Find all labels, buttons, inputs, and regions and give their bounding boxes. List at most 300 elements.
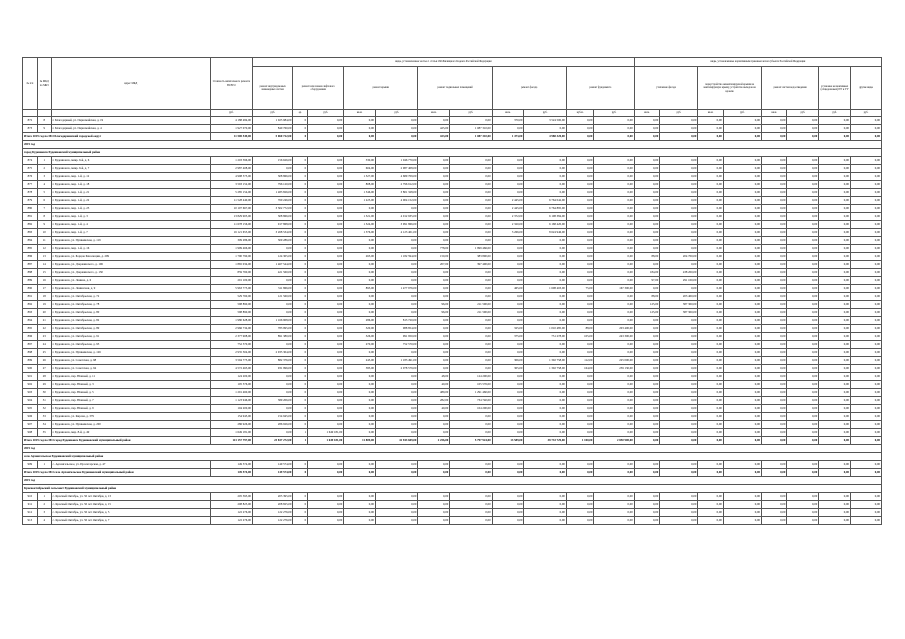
value-cell: 0,00 <box>698 389 723 397</box>
value-cell: 0,00 <box>660 261 698 269</box>
value-cell: 259 130,00 <box>594 365 634 373</box>
value-cell: 0,00 <box>634 261 659 269</box>
row-number: 873 <box>23 125 38 133</box>
unit-cell: руб. <box>450 110 492 117</box>
row-mkd-number: 4 <box>37 517 51 525</box>
value-cell: 0,00 <box>761 229 786 237</box>
value-cell: 0,00 <box>851 397 882 405</box>
value-cell: 0,00 <box>492 397 524 405</box>
col-roof: ремонт крыши <box>344 67 418 110</box>
value-cell: 0,00 <box>450 181 492 189</box>
value-cell: 0,00 <box>787 229 819 237</box>
value-cell: 0,00 <box>566 165 594 173</box>
value-cell: 604,00 <box>344 165 376 173</box>
value-cell: 0,00 <box>524 341 566 349</box>
value-cell: 0,00 <box>634 229 659 237</box>
row-mkd-number: 17 <box>37 285 51 293</box>
value-cell: 0,00 <box>723 253 761 261</box>
value-cell: 0,00 <box>418 341 450 349</box>
value-cell: 0,00 <box>634 397 659 405</box>
value-cell: 0,00 <box>634 509 659 517</box>
total-value: 0,00 <box>819 133 851 141</box>
value-cell: 0,00 <box>819 509 851 517</box>
value-cell: 0,00 <box>308 373 344 381</box>
table-row <box>23 229 882 237</box>
value-cell: 0,00 <box>819 277 851 285</box>
value-cell: 387 300,00 <box>660 309 698 317</box>
value-cell: 0,00 <box>566 205 594 213</box>
value-cell: 13 829 905,00 <box>210 213 252 221</box>
value-cell: 0,00 <box>566 405 594 413</box>
total-value: 0,00 <box>634 437 659 445</box>
value-cell: 124 200,00 <box>210 373 252 381</box>
value-cell: 0,00 <box>819 429 851 437</box>
value-cell: 0,00 <box>308 173 344 181</box>
value-cell: 211 590,00 <box>450 309 492 317</box>
value-cell: 0,00 <box>524 501 566 509</box>
col-meters: установка коллективных (общедомовых) ПУ и УУ <box>819 67 851 110</box>
total-value: 0 <box>293 469 308 477</box>
value-cell: 0,00 <box>308 197 344 205</box>
value-cell: 1 203 396,00 <box>210 157 252 165</box>
value-cell: 0,00 <box>723 277 761 285</box>
value-cell: 0,00 <box>308 341 344 349</box>
value-cell: 0,00 <box>594 181 634 189</box>
value-cell: 0,00 <box>450 285 492 293</box>
value-cell: 1 865 034,00 <box>210 261 252 269</box>
value-cell: 0,00 <box>308 509 344 517</box>
row-mkd-number: 9 <box>37 221 51 229</box>
value-cell: 0,00 <box>787 157 819 165</box>
table-row <box>23 501 882 509</box>
value-cell: 0,00 <box>761 309 786 317</box>
value-cell: 0,00 <box>376 381 418 389</box>
value-cell: 0,00 <box>450 517 492 525</box>
table-row <box>23 333 882 341</box>
total-value: 0,00 <box>723 469 761 477</box>
value-cell: 0,00 <box>566 293 594 301</box>
value-cell: 0,00 <box>492 157 524 165</box>
value-cell: 0,00 <box>418 197 450 205</box>
value-cell: 0,00 <box>418 357 450 365</box>
value-cell: 0,00 <box>634 117 659 125</box>
value-cell: 0,00 <box>723 221 761 229</box>
value-cell: 0,00 <box>524 349 566 357</box>
row-number: 878 <box>23 189 38 197</box>
value-cell: 734 740,00 <box>450 397 492 405</box>
value-cell: 0 <box>293 197 308 205</box>
value-cell: 0,00 <box>761 293 786 301</box>
total-value: 0,00 <box>761 437 786 445</box>
row-address: г. Буденновск, ул. Пушкинская, д. 119 <box>51 237 210 245</box>
value-cell: 0,00 <box>308 357 344 365</box>
value-cell: 0,00 <box>660 373 698 381</box>
value-cell: 0,00 <box>376 509 418 517</box>
value-cell: 0 <box>293 365 308 373</box>
value-cell: 0,00 <box>566 157 594 165</box>
value-cell: 1 477 976,00 <box>376 285 418 293</box>
value-cell: 0,00 <box>660 245 698 253</box>
value-cell: 3 266,00 <box>492 229 524 237</box>
total-value: 0,00 <box>660 469 698 477</box>
value-cell: 0,00 <box>819 517 851 525</box>
value-cell: 0,00 <box>698 229 723 237</box>
row-mkd-number: 8 <box>37 117 51 125</box>
table-row <box>23 157 882 165</box>
value-cell: 4 012 935,00 <box>376 213 418 221</box>
value-cell: 0,00 <box>418 349 450 357</box>
value-cell: 0,00 <box>524 261 566 269</box>
value-cell: 0,00 <box>450 213 492 221</box>
row-mkd-number: 25 <box>37 349 51 357</box>
value-cell: 122 276,00 <box>253 509 293 517</box>
value-cell: 0,00 <box>594 381 634 389</box>
value-cell: 97,00 <box>634 277 659 285</box>
value-cell: 0,00 <box>761 461 786 469</box>
value-cell: 330,00 <box>344 157 376 165</box>
row-mkd-number: 1 <box>37 461 51 469</box>
value-cell: 0,00 <box>492 181 524 189</box>
row-mkd-number: 5 <box>37 189 51 197</box>
table-row <box>23 317 882 325</box>
value-cell: 0,00 <box>492 189 524 197</box>
value-cell: 0,00 <box>723 117 761 125</box>
value-cell: 0,00 <box>723 309 761 317</box>
value-cell: 0,00 <box>660 381 698 389</box>
total-value: 0,00 <box>594 133 634 141</box>
col-flat-roof: переустройство невентилируемой крыши на вентилируемую крышу, устройство выходов на кровлю <box>698 67 762 110</box>
value-cell: 0 <box>293 381 308 389</box>
value-cell: 0,00 <box>761 237 786 245</box>
value-cell: 0,00 <box>524 317 566 325</box>
value-cell: 112,00 <box>566 357 594 365</box>
value-cell: 0,00 <box>634 325 659 333</box>
value-cell: 0,00 <box>819 285 851 293</box>
value-cell: 0 <box>293 333 308 341</box>
row-address: г. Буденновск, ул. Советская, д. 98 <box>51 357 210 365</box>
value-cell: 0,00 <box>594 461 634 469</box>
value-cell: 0 <box>293 517 308 525</box>
row-number: 874 <box>23 157 38 165</box>
year-label: 2019 год <box>23 141 882 149</box>
value-cell: 0,00 <box>308 493 344 501</box>
value-cell: 122 276,00 <box>253 517 293 525</box>
value-cell: 0,00 <box>761 349 786 357</box>
value-cell: 0,00 <box>524 421 566 429</box>
table-body <box>23 117 882 525</box>
area-label: Красноктябрьский сельсовет Буденновский муниципальный район <box>23 485 882 493</box>
value-cell: 0,00 <box>851 325 882 333</box>
value-cell: 0,00 <box>819 165 851 173</box>
row-address: г. Буденновск, пер. Южный, д. 3 <box>51 381 210 389</box>
value-cell: 2 078 579,00 <box>376 365 418 373</box>
value-cell: 0,00 <box>492 429 524 437</box>
value-cell: 6 764 895,00 <box>524 205 566 213</box>
value-cell: 0,00 <box>492 293 524 301</box>
value-cell: 0,00 <box>418 221 450 229</box>
value-cell: 2 987 408,00 <box>376 165 418 173</box>
total-value: 0,00 <box>376 469 418 477</box>
value-cell: 0,00 <box>634 189 659 197</box>
value-cell: 0,00 <box>787 341 819 349</box>
value-cell: 0,00 <box>660 285 698 293</box>
value-cell: 421 560,00 <box>253 269 293 277</box>
table-row <box>23 117 882 125</box>
value-cell: 0,00 <box>851 261 882 269</box>
value-cell: 0,00 <box>819 205 851 213</box>
value-cell: 0,00 <box>787 517 819 525</box>
value-cell: 0,00 <box>698 397 723 405</box>
value-cell: 0,00 <box>450 269 492 277</box>
table-row <box>23 413 882 421</box>
value-cell: 751 278,00 <box>524 333 566 341</box>
value-cell: 0,00 <box>566 397 594 405</box>
value-cell: 882 376,00 <box>253 357 293 365</box>
row-number: 877 <box>23 181 38 189</box>
value-cell: 0,00 <box>660 173 698 181</box>
value-cell: 3 991 866,00 <box>376 221 418 229</box>
value-cell: 0,00 <box>634 413 659 421</box>
table-row <box>23 205 882 213</box>
value-cell: 0,00 <box>851 317 882 325</box>
col-address: Адрес МКД <box>51 58 210 110</box>
value-cell: 0,00 <box>566 413 594 421</box>
value-cell: 0,00 <box>787 325 819 333</box>
value-cell: 0,00 <box>851 341 882 349</box>
value-cell: 0,00 <box>851 213 882 221</box>
value-cell: 0,00 <box>418 229 450 237</box>
table-row <box>23 349 882 357</box>
value-cell: 104 200,00 <box>210 405 252 413</box>
value-cell: 0,00 <box>698 157 723 165</box>
value-cell: 0,00 <box>723 197 761 205</box>
row-number: 887 <box>23 261 38 269</box>
total-value: 1 087 310,00 <box>450 133 492 141</box>
row-mkd-number: 7 <box>37 205 51 213</box>
value-cell: 0,00 <box>819 213 851 221</box>
value-cell: 0,00 <box>450 293 492 301</box>
value-cell: 1 182 594,00 <box>376 253 418 261</box>
value-cell: 124 305,00 <box>253 253 293 261</box>
value-cell: 0,00 <box>723 125 761 133</box>
total-value: 4 988 320,00 <box>524 133 566 141</box>
value-cell: 0,00 <box>418 517 450 525</box>
value-cell: 0,00 <box>308 165 344 173</box>
value-cell: 0,00 <box>566 173 594 181</box>
value-cell: 0,00 <box>308 189 344 197</box>
value-cell: 0,00 <box>634 125 659 133</box>
value-cell: 0,00 <box>819 197 851 205</box>
value-cell: 0,00 <box>787 117 819 125</box>
value-cell: 0,00 <box>723 325 761 333</box>
value-cell: 0,00 <box>594 165 634 173</box>
value-cell: 309 286,00 <box>253 237 293 245</box>
row-address: г. Буденновск, ул. Советская, д. 94 <box>51 365 210 373</box>
value-cell: 208 825,00 <box>253 501 293 509</box>
value-cell: 0,00 <box>851 493 882 501</box>
value-cell: 0,00 <box>566 429 594 437</box>
total-value: 5 060 722,00 <box>253 133 293 141</box>
value-cell: 0,00 <box>594 269 634 277</box>
value-cell: 1 025 984,00 <box>253 117 293 125</box>
row-address: г. Буденновск, пер. Южный, д. 5 <box>51 389 210 397</box>
value-cell: 0,00 <box>660 405 698 413</box>
value-cell: 0,00 <box>761 285 786 293</box>
value-cell: 0,00 <box>698 205 723 213</box>
value-cell: 0,00 <box>418 165 450 173</box>
value-cell: 0,00 <box>723 301 761 309</box>
value-cell: 0 <box>293 509 308 517</box>
col-foundation: ремонт фундамента <box>566 67 634 110</box>
value-cell: 0,00 <box>723 237 761 245</box>
value-cell: 10 107 667,00 <box>210 205 252 213</box>
value-cell: 0,00 <box>450 357 492 365</box>
value-cell: 0,00 <box>492 261 524 269</box>
total-value: 1 649 181,00 <box>308 437 344 445</box>
value-cell: 0,00 <box>492 341 524 349</box>
value-cell: 0,00 <box>344 269 376 277</box>
table-row <box>23 517 882 525</box>
row-address: г. Буденновск, ул. Октябрьская, д. 72 <box>51 293 210 301</box>
total-value: 0,00 <box>344 133 376 141</box>
value-cell: 0 <box>293 165 308 173</box>
total-value: 0,00 <box>566 469 594 477</box>
value-cell: 0,00 <box>819 229 851 237</box>
total-value: 0,00 <box>723 133 761 141</box>
value-cell: 0,00 <box>761 429 786 437</box>
value-cell: 0,00 <box>308 317 344 325</box>
value-cell: 0,00 <box>698 301 723 309</box>
row-address: г. Буденновск, пер. Южный, д. 11 <box>51 373 210 381</box>
value-cell: 0,00 <box>851 349 882 357</box>
value-cell: 0 <box>293 493 308 501</box>
row-mkd-number: 27 <box>37 365 51 373</box>
value-cell: 0,00 <box>524 237 566 245</box>
value-cell: 0,00 <box>819 181 851 189</box>
total-value: 2 850 900,00 <box>594 437 634 445</box>
value-cell: 0,00 <box>450 461 492 469</box>
value-cell: 0,00 <box>344 389 376 397</box>
table-row <box>23 429 882 437</box>
value-cell: 0,00 <box>787 493 819 501</box>
unit-cell: руб. <box>524 110 566 117</box>
value-cell: 0,00 <box>723 509 761 517</box>
value-cell: 0,00 <box>634 493 659 501</box>
value-cell: 0,00 <box>787 413 819 421</box>
value-cell: 1 927 070,00 <box>210 125 252 133</box>
value-cell: 0,00 <box>634 237 659 245</box>
value-cell: 0,00 <box>851 165 882 173</box>
value-cell: 0,00 <box>566 493 594 501</box>
year-row <box>23 445 882 453</box>
value-cell: 1 376,00 <box>344 229 376 237</box>
value-cell: 0,00 <box>594 517 634 525</box>
value-cell: 893,00 <box>344 285 376 293</box>
value-cell: 0,00 <box>566 317 594 325</box>
value-cell: 0,00 <box>566 229 594 237</box>
value-cell: 11 528 440,00 <box>210 197 252 205</box>
row-address: г. Буденновск, мкр. 1-й, д. 12 <box>51 173 210 181</box>
value-cell: 0,00 <box>698 117 723 125</box>
value-cell: 0,00 <box>594 277 634 285</box>
value-cell: 0,00 <box>566 349 594 357</box>
row-address: г. Буденновск, ул. Ленина, д. 6 <box>51 277 210 285</box>
value-cell: 0,00 <box>660 197 698 205</box>
value-cell: 270,00 <box>344 341 376 349</box>
value-cell: 0 <box>293 213 308 221</box>
value-cell: 0,00 <box>787 509 819 517</box>
value-cell: 0,00 <box>450 197 492 205</box>
area-row <box>23 485 882 493</box>
value-cell: 0,00 <box>851 517 882 525</box>
value-cell: 0,00 <box>492 125 524 133</box>
value-cell: 917 868,00 <box>253 221 293 229</box>
value-cell: 1 999 466,00 <box>210 245 252 253</box>
value-cell: 0,00 <box>376 429 418 437</box>
value-cell: 0,00 <box>344 205 376 213</box>
value-cell: 0,00 <box>761 373 786 381</box>
row-number: 895 <box>23 325 38 333</box>
row-address: г. Буденновск, ул. Пушкинская, д. 126 <box>51 349 210 357</box>
value-cell: 0,00 <box>819 221 851 229</box>
value-cell: 0,00 <box>634 205 659 213</box>
value-cell: 0,00 <box>787 237 819 245</box>
value-cell: 0,00 <box>450 189 492 197</box>
value-cell: 4 123 401,00 <box>376 229 418 237</box>
value-cell: 0,00 <box>418 461 450 469</box>
table-row <box>23 397 882 405</box>
value-cell: 0,00 <box>418 317 450 325</box>
value-cell: 0,00 <box>787 245 819 253</box>
value-cell: 1 123 946,00 <box>210 397 252 405</box>
total-value: 149 574,00 <box>253 469 293 477</box>
total-value: 0,00 <box>566 133 594 141</box>
row-mkd-number: 12 <box>37 245 51 253</box>
value-cell: 0,00 <box>660 365 698 373</box>
unit-cell: кв.м. <box>634 110 659 117</box>
value-cell: 0,00 <box>819 237 851 245</box>
value-cell: 375,00 <box>492 333 524 341</box>
value-cell: 0,00 <box>492 277 524 285</box>
value-cell: 0,00 <box>634 381 659 389</box>
value-cell: 0,00 <box>851 461 882 469</box>
value-cell: 0,00 <box>851 277 882 285</box>
table-header <box>23 58 882 117</box>
value-cell: 0 <box>293 181 308 189</box>
value-cell: 0,00 <box>308 213 344 221</box>
value-cell: 0,00 <box>566 213 594 221</box>
table-row <box>23 381 882 389</box>
unit-cell: ед. <box>293 110 308 117</box>
value-cell: 0,00 <box>634 285 659 293</box>
value-cell: 0,00 <box>376 373 418 381</box>
value-cell: 0,00 <box>787 221 819 229</box>
value-cell: 0,00 <box>761 221 786 229</box>
value-cell: 0,00 <box>524 309 566 317</box>
value-cell: 383 890,00 <box>450 253 492 261</box>
area-row <box>23 149 882 157</box>
value-cell: 0,00 <box>594 373 634 381</box>
value-cell: 0,00 <box>524 493 566 501</box>
value-cell: 988 854,00 <box>376 325 418 333</box>
row-address: г. Буденновск, ул. Дзержинского, д. 130 <box>51 269 210 277</box>
value-cell: 3 801 328,00 <box>376 189 418 197</box>
value-cell: 263,00 <box>344 253 376 261</box>
row-address: г. Буденновск, ул. Октябрьская, д. 89 <box>51 325 210 333</box>
value-cell: 0,00 <box>723 285 761 293</box>
value-cell: 0,00 <box>698 285 723 293</box>
total-value: 23 837 272,00 <box>253 437 293 445</box>
